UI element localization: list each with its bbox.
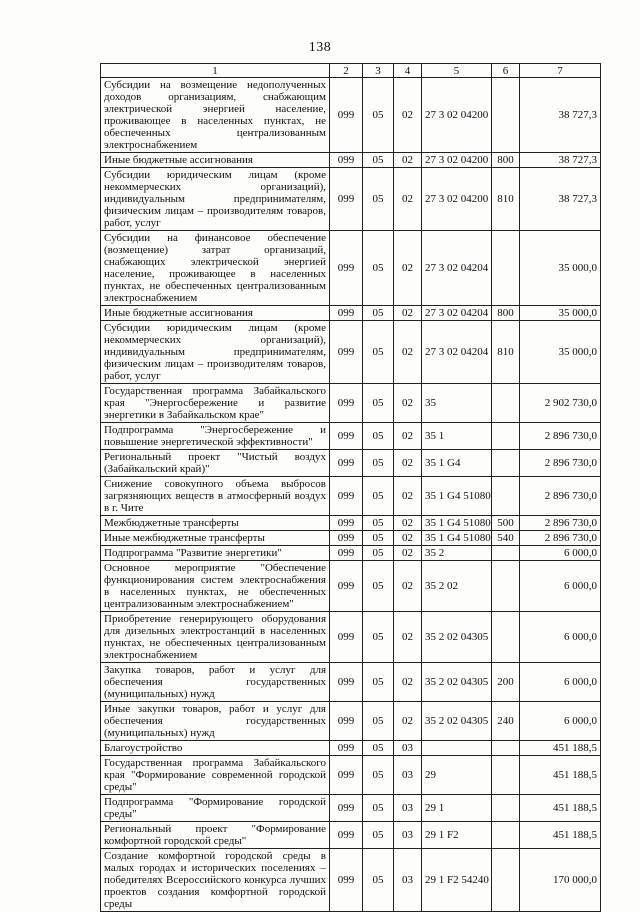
row-expense-type-cell: [492, 741, 520, 756]
row-code-cell: 099: [330, 546, 363, 561]
row-section-cell: 05: [363, 231, 394, 306]
row-subsection-cell: 03: [394, 795, 422, 822]
row-section-cell: 05: [363, 423, 394, 450]
row-code-cell: 099: [330, 153, 363, 168]
row-amount-cell: 35 000,0: [520, 321, 601, 384]
row-subsection-cell: 02: [394, 321, 422, 384]
row-amount-cell: 38 727,3: [520, 78, 601, 153]
column-header: 3: [363, 64, 394, 78]
row-code-cell: 099: [330, 423, 363, 450]
row-target-article-cell: 27 3 02 04200: [422, 78, 492, 153]
column-header: 5: [422, 64, 492, 78]
row-expense-type-cell: [492, 561, 520, 612]
row-target-article-cell: 35 1 G4 51080: [422, 477, 492, 516]
row-target-article-cell: 27 3 02 04200: [422, 168, 492, 231]
row-target-article-cell: 35 1 G4 51080: [422, 516, 492, 531]
row-expense-type-cell: 800: [492, 306, 520, 321]
row-section-cell: 05: [363, 531, 394, 546]
row-subsection-cell: 02: [394, 450, 422, 477]
row-name-cell: Снижение совокупного объема выбросов загрязняющих веществ в атмосферный воздух в г. Чите: [101, 477, 330, 516]
row-expense-type-cell: 540: [492, 531, 520, 546]
row-section-cell: 05: [363, 663, 394, 702]
row-section-cell: 05: [363, 546, 394, 561]
row-name-cell: Межбюджетные трансферты: [101, 516, 330, 531]
row-expense-type-cell: [492, 231, 520, 306]
row-subsection-cell: 02: [394, 423, 422, 450]
row-amount-cell: 451 188,5: [520, 795, 601, 822]
row-expense-type-cell: [492, 384, 520, 423]
row-code-cell: 099: [330, 741, 363, 756]
row-name-cell: Государственная программа Забайкальского края "Энергосбережение и развитие энергетики в Забайкальском крае": [101, 384, 330, 423]
row-code-cell: 099: [330, 321, 363, 384]
row-expense-type-cell: 200: [492, 663, 520, 702]
row-code-cell: 099: [330, 612, 363, 663]
table-row: [101, 822, 601, 849]
row-amount-cell: 2 896 730,0: [520, 516, 601, 531]
row-subsection-cell: 02: [394, 612, 422, 663]
row-target-article-cell: 35: [422, 384, 492, 423]
row-amount-cell: 2 896 730,0: [520, 423, 601, 450]
row-name-cell: Подпрограмма "Энергосбережение и повышение энергетической эффективности": [101, 423, 330, 450]
row-section-cell: 05: [363, 78, 394, 153]
row-target-article-cell: 35 2 02 04305: [422, 702, 492, 741]
column-header: 2: [330, 64, 363, 78]
row-subsection-cell: 02: [394, 516, 422, 531]
row-amount-cell: 451 188,5: [520, 822, 601, 849]
row-amount-cell: 35 000,0: [520, 306, 601, 321]
table-row: [101, 231, 601, 306]
column-header: 7: [520, 64, 601, 78]
table-row: [101, 849, 601, 912]
row-target-article-cell: 35 1: [422, 423, 492, 450]
row-name-cell: Благоустройство: [101, 741, 330, 756]
row-subsection-cell: 02: [394, 306, 422, 321]
row-amount-cell: 6 000,0: [520, 561, 601, 612]
row-amount-cell: 451 188,5: [520, 756, 601, 795]
row-subsection-cell: 03: [394, 822, 422, 849]
table-row: [101, 384, 601, 423]
row-code-cell: 099: [330, 477, 363, 516]
row-amount-cell: 6 000,0: [520, 612, 601, 663]
row-target-article-cell: 35 2 02 04305: [422, 612, 492, 663]
row-section-cell: 05: [363, 849, 394, 912]
row-code-cell: 099: [330, 702, 363, 741]
column-header: 4: [394, 64, 422, 78]
row-code-cell: 099: [330, 384, 363, 423]
row-target-article-cell: 35 1 G4 51080: [422, 531, 492, 546]
table-row: [101, 702, 601, 741]
row-code-cell: 099: [330, 450, 363, 477]
row-section-cell: 05: [363, 477, 394, 516]
table-row: [101, 78, 601, 153]
row-amount-cell: 2 896 730,0: [520, 477, 601, 516]
row-target-article-cell: 27 3 02 04204: [422, 231, 492, 306]
table-row: [101, 450, 601, 477]
table-row: [101, 795, 601, 822]
row-amount-cell: 35 000,0: [520, 231, 601, 306]
row-amount-cell: 6 000,0: [520, 546, 601, 561]
row-code-cell: 099: [330, 168, 363, 231]
row-section-cell: 05: [363, 321, 394, 384]
row-expense-type-cell: [492, 822, 520, 849]
table-row: [101, 477, 601, 516]
row-amount-cell: 170 000,0: [520, 849, 601, 912]
row-subsection-cell: 02: [394, 78, 422, 153]
row-subsection-cell: 03: [394, 741, 422, 756]
row-target-article-cell: [422, 741, 492, 756]
budget-table: [100, 63, 601, 912]
row-amount-cell: 38 727,3: [520, 168, 601, 231]
table-row: [101, 663, 601, 702]
row-subsection-cell: 02: [394, 231, 422, 306]
row-amount-cell: 2 896 730,0: [520, 531, 601, 546]
table-row: [101, 531, 601, 546]
row-target-article-cell: 27 3 02 04204: [422, 321, 492, 384]
row-section-cell: 05: [363, 306, 394, 321]
row-section-cell: 05: [363, 168, 394, 231]
row-code-cell: 099: [330, 822, 363, 849]
row-section-cell: 05: [363, 741, 394, 756]
row-subsection-cell: 02: [394, 384, 422, 423]
row-amount-cell: 6 000,0: [520, 702, 601, 741]
row-subsection-cell: 02: [394, 663, 422, 702]
row-code-cell: 099: [330, 756, 363, 795]
row-amount-cell: 2 902 730,0: [520, 384, 601, 423]
row-target-article-cell: 27 3 02 04200: [422, 153, 492, 168]
table-row: [101, 561, 601, 612]
row-code-cell: 099: [330, 516, 363, 531]
row-code-cell: 099: [330, 849, 363, 912]
row-target-article-cell: 35 2 02: [422, 561, 492, 612]
row-code-cell: 099: [330, 531, 363, 546]
table-row: [101, 516, 601, 531]
row-name-cell: Основное мероприятие "Обеспечение функционирования систем электроснабжения в населенных пунктах, не обеспеченных централизованным электроснабжением": [101, 561, 330, 612]
row-expense-type-cell: [492, 612, 520, 663]
row-expense-type-cell: 500: [492, 516, 520, 531]
table-row: [101, 153, 601, 168]
row-name-cell: Подпрограмма "Формирование городской среды": [101, 795, 330, 822]
row-name-cell: Создание комфортной городской среды в малых городах и исторических поселениях – победителях Всероссийского конкурса лучших проектов создания комфортной городской среды: [101, 849, 330, 912]
row-name-cell: Иные закупки товаров, работ и услуг для обеспечения государственных (муниципальных) нужд: [101, 702, 330, 741]
row-code-cell: 099: [330, 306, 363, 321]
row-expense-type-cell: [492, 756, 520, 795]
row-name-cell: Субсидии юридическим лицам (кроме некоммерческих организаций), индивидуальным предпринимателям, физическим лицам – производителям товаров, работ, услуг: [101, 168, 330, 231]
row-section-cell: 05: [363, 450, 394, 477]
row-target-article-cell: 35 2 02 04305: [422, 663, 492, 702]
row-expense-type-cell: 810: [492, 321, 520, 384]
row-section-cell: 05: [363, 561, 394, 612]
row-expense-type-cell: [492, 546, 520, 561]
row-amount-cell: 38 727,3: [520, 153, 601, 168]
row-section-cell: 05: [363, 516, 394, 531]
table-row: [101, 612, 601, 663]
row-expense-type-cell: 810: [492, 168, 520, 231]
row-name-cell: Приобретение генерирующего оборудования для дизельных электростанций в населенных пунктах, не обеспеченных централизованным электроснабжением: [101, 612, 330, 663]
row-section-cell: 05: [363, 702, 394, 741]
table-header-row: [101, 64, 601, 78]
row-code-cell: 099: [330, 663, 363, 702]
row-name-cell: Закупка товаров, работ и услуг для обеспечения государственных (муниципальных) нужд: [101, 663, 330, 702]
page-number: 138: [308, 40, 332, 55]
row-target-article-cell: 29 1 F2 54240: [422, 849, 492, 912]
table-row: [101, 321, 601, 384]
table-body: [101, 78, 601, 912]
row-subsection-cell: 02: [394, 477, 422, 516]
row-name-cell: Иные межбюджетные трансферты: [101, 531, 330, 546]
row-subsection-cell: 03: [394, 756, 422, 795]
table-row: [101, 546, 601, 561]
row-name-cell: Государственная программа Забайкальского края "Формирование современной городской среды": [101, 756, 330, 795]
row-subsection-cell: 02: [394, 168, 422, 231]
row-subsection-cell: 03: [394, 849, 422, 912]
row-expense-type-cell: [492, 795, 520, 822]
row-section-cell: 05: [363, 795, 394, 822]
row-amount-cell: 6 000,0: [520, 663, 601, 702]
row-amount-cell: 2 896 730,0: [520, 450, 601, 477]
row-expense-type-cell: [492, 477, 520, 516]
row-target-article-cell: 29 1: [422, 795, 492, 822]
row-expense-type-cell: [492, 450, 520, 477]
table-row: [101, 306, 601, 321]
row-section-cell: 05: [363, 756, 394, 795]
row-name-cell: Региональный проект "Чистый воздух (Забайкальский край)": [101, 450, 330, 477]
row-name-cell: Региональный проект "Формирование комфортной городской среды": [101, 822, 330, 849]
table-row: [101, 423, 601, 450]
row-expense-type-cell: 800: [492, 153, 520, 168]
row-expense-type-cell: [492, 849, 520, 912]
table-row: [101, 168, 601, 231]
row-expense-type-cell: [492, 423, 520, 450]
row-expense-type-cell: 240: [492, 702, 520, 741]
column-header: 6: [492, 64, 520, 78]
row-subsection-cell: 02: [394, 561, 422, 612]
row-target-article-cell: 29: [422, 756, 492, 795]
row-amount-cell: 451 188,5: [520, 741, 601, 756]
row-subsection-cell: 02: [394, 531, 422, 546]
row-target-article-cell: 35 1 G4: [422, 450, 492, 477]
row-target-article-cell: 29 1 F2: [422, 822, 492, 849]
column-header: 1: [101, 64, 330, 78]
row-target-article-cell: 35 2: [422, 546, 492, 561]
row-section-cell: 05: [363, 822, 394, 849]
row-name-cell: Субсидии на финансовое обеспечение (возмещение) затрат организаций, снабжающих электрической энергией население, проживающее в населенных пунктах, не обеспеченных централизованным электроснабжением: [101, 231, 330, 306]
row-name-cell: Субсидии на возмещение недополученных доходов организациям, снабжающим электрической энергией население, проживающее в населенных пунктах, не обеспеченных централизованным электроснабжением: [101, 78, 330, 153]
table-row: [101, 756, 601, 795]
row-name-cell: Субсидии юридическим лицам (кроме некоммерческих организаций), индивидуальным предпринимателям, физическим лицам – производителям товаров, работ, услуг: [101, 321, 330, 384]
row-code-cell: 099: [330, 231, 363, 306]
row-code-cell: 099: [330, 78, 363, 153]
row-section-cell: 05: [363, 384, 394, 423]
row-code-cell: 099: [330, 795, 363, 822]
row-name-cell: Иные бюджетные ассигнования: [101, 153, 330, 168]
row-name-cell: Иные бюджетные ассигнования: [101, 306, 330, 321]
row-code-cell: 099: [330, 561, 363, 612]
row-section-cell: 05: [363, 612, 394, 663]
row-subsection-cell: 02: [394, 546, 422, 561]
row-subsection-cell: 02: [394, 153, 422, 168]
table-row: [101, 741, 601, 756]
row-section-cell: 05: [363, 153, 394, 168]
row-expense-type-cell: [492, 78, 520, 153]
row-name-cell: Подпрограмма "Развитие энергетики": [101, 546, 330, 561]
row-target-article-cell: 27 3 02 04204: [422, 306, 492, 321]
row-subsection-cell: 02: [394, 702, 422, 741]
